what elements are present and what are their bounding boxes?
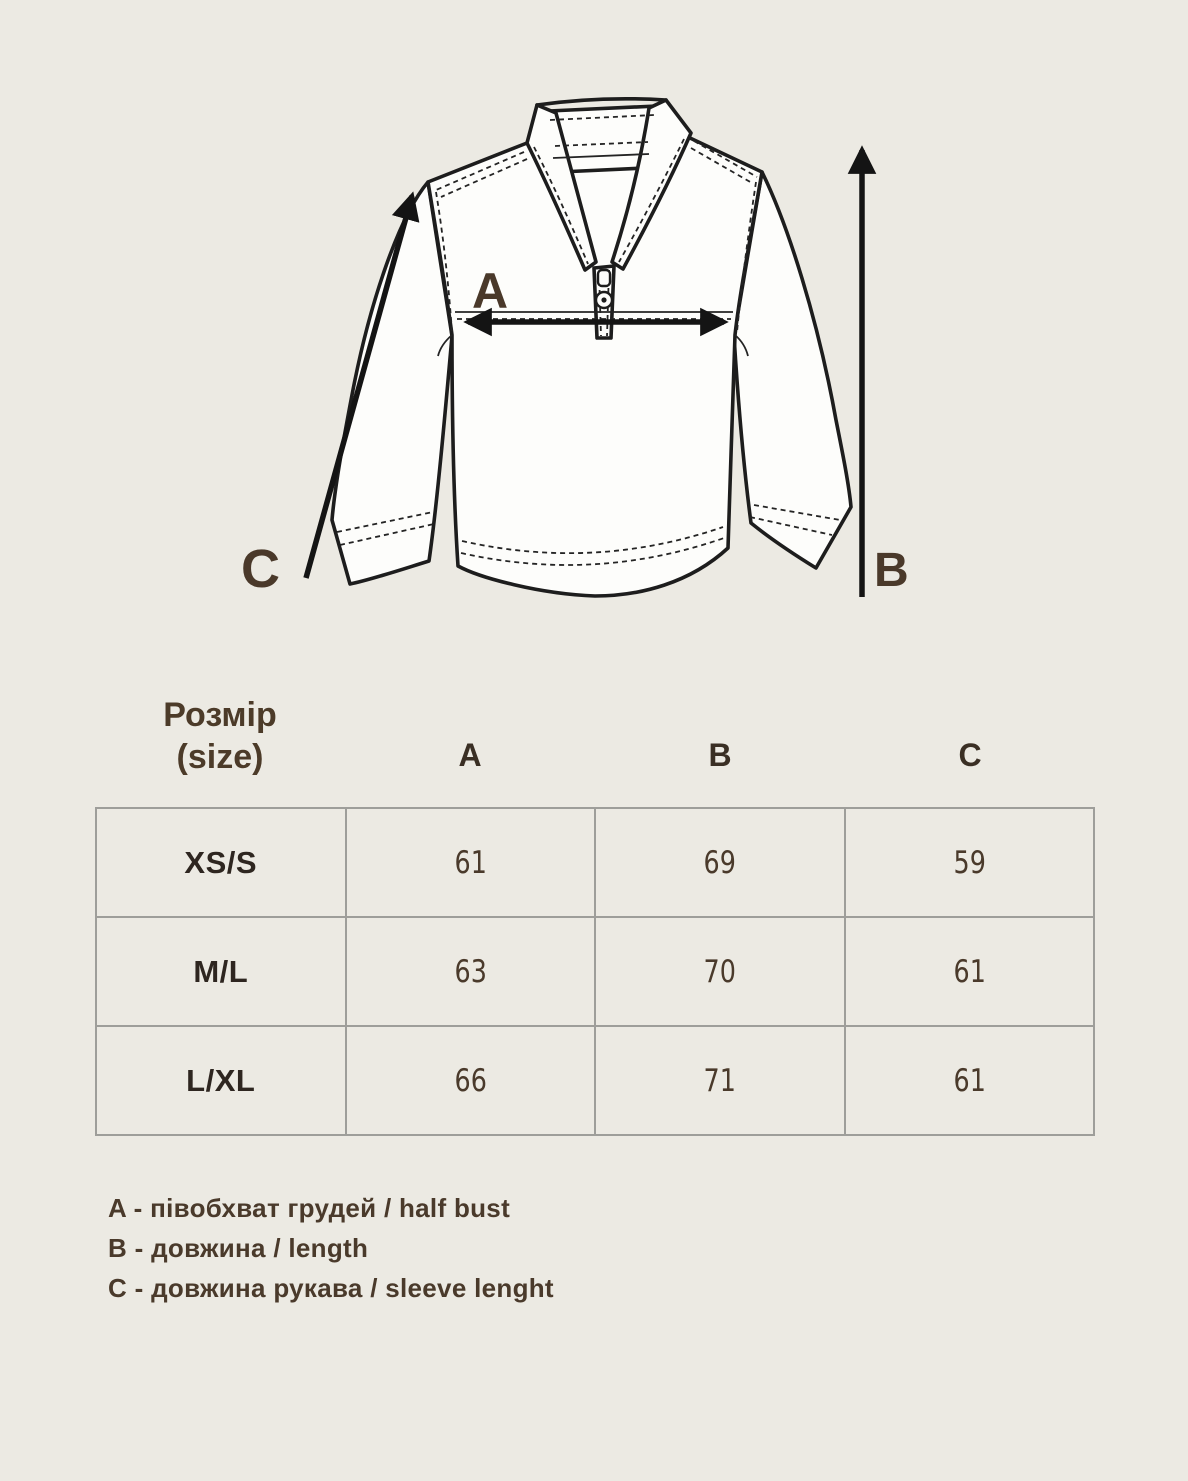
header-col-c: C <box>958 737 982 773</box>
table-row <box>96 808 1094 917</box>
table-row <box>96 1026 1094 1135</box>
diagram-label-a: A <box>472 263 509 319</box>
measurement-legend <box>108 1188 554 1308</box>
legend-line-a: A - півобхват грудей / half bust <box>108 1193 511 1223</box>
row-m-l-c: 61 <box>845 917 1095 1026</box>
row-xs-s-b: 69 <box>595 808 845 917</box>
header-size <box>95 694 345 778</box>
row-l-xl-b: 71 <box>595 1026 845 1135</box>
row-l-xl-c: 61 <box>845 1026 1095 1135</box>
header-col-b: B <box>708 737 732 773</box>
header-size-en: (size) <box>176 738 264 776</box>
left-sleeve <box>332 182 452 584</box>
header-size-uk: Розмір <box>163 696 277 734</box>
row-l-xl-size: L/XL <box>96 1026 346 1135</box>
row-xs-s-size: XS/S <box>96 808 346 917</box>
header-col-a: A <box>458 737 482 773</box>
table-row <box>96 917 1094 1026</box>
garment-diagram <box>0 0 1188 660</box>
table-header-row <box>95 694 1095 778</box>
collar-top-edge <box>537 99 666 105</box>
row-l-xl-a: 66 <box>346 1026 596 1135</box>
size-table <box>95 807 1095 1136</box>
legend-line-c: C - довжина рукава / sleeve lenght <box>108 1273 554 1303</box>
row-m-l-b: 70 <box>595 917 845 1026</box>
diagram-label-c: C <box>241 539 280 599</box>
garment-body <box>428 138 762 596</box>
row-m-l-a: 63 <box>346 917 596 1026</box>
row-xs-s-a: 61 <box>346 808 596 917</box>
legend-line-b: B - довжина / length <box>108 1233 369 1263</box>
row-xs-s-c: 59 <box>845 808 1095 917</box>
row-m-l-size: M/L <box>96 917 346 1026</box>
diagram-label-b: B <box>874 544 909 597</box>
